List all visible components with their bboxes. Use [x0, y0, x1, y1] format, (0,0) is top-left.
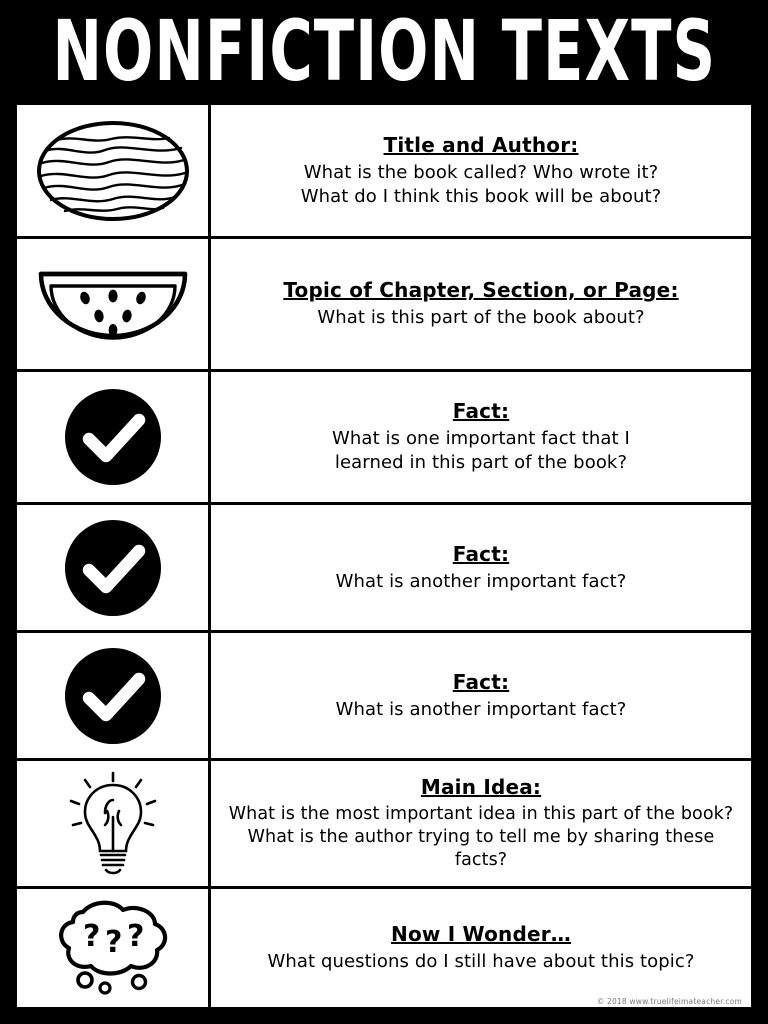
cell-line: learned in this part of the book?	[334, 452, 628, 473]
svg-text:?: ?	[82, 919, 100, 954]
text-cell	[211, 761, 751, 886]
icon-cell	[17, 105, 211, 236]
svg-text:?: ?	[104, 925, 122, 960]
icon-cell	[17, 372, 211, 502]
table-row	[17, 239, 751, 372]
cell-line: What do I think this book will be about?	[300, 185, 662, 207]
text-cell	[211, 633, 751, 758]
text-cell	[211, 889, 751, 1007]
icon-cell	[17, 633, 211, 758]
cell-heading: Fact:	[452, 399, 510, 424]
cell-line: What questions do I still have about this topic?	[267, 951, 695, 973]
icon-cell	[17, 761, 211, 886]
cell-line: What is the book called? Who wrote it?	[303, 161, 659, 183]
table-row	[17, 761, 751, 889]
copyright-footer: © 2018 www.truelifeimateacher.com	[596, 997, 742, 1006]
cell-heading: Fact:	[452, 541, 510, 566]
icon-cell	[17, 239, 211, 369]
text-cell	[211, 505, 751, 630]
checkmark-circle-icon	[63, 387, 163, 487]
text-cell	[211, 239, 751, 369]
cell-heading: Main Idea:	[420, 774, 542, 799]
cell-heading: Fact:	[452, 669, 510, 694]
cell-line: What is the author trying to tell me by sharing these facts?	[247, 826, 715, 871]
thought-bubble-question-icon	[43, 896, 183, 1000]
page-title: NONFICTION TEXTS	[52, 1, 716, 101]
table-row	[17, 105, 751, 239]
icon-cell	[17, 505, 211, 630]
text-cell	[211, 372, 751, 502]
checkmark-circle-icon	[63, 518, 163, 618]
title-banner	[0, 0, 768, 102]
cell-heading: Now I Wonder…	[391, 922, 571, 947]
cell-line: What is this part of the book about?	[317, 307, 645, 329]
cell-line: What is one important fact that I	[332, 428, 630, 450]
cell-line: What is another important fact?	[335, 698, 627, 720]
table-row	[17, 372, 751, 505]
table-row	[17, 505, 751, 633]
cell-heading: Topic of Chapter, Section, or Page:	[283, 278, 679, 303]
cell-line: What is another important fact?	[335, 570, 627, 592]
cell-line: What is the most important idea in this part of the book?	[228, 803, 734, 824]
watermelon-slice-icon	[33, 258, 193, 350]
text-cell	[211, 105, 751, 236]
svg-text:?: ?	[126, 919, 144, 954]
cell-heading: Title and Author:	[383, 132, 579, 157]
nonfiction-chart	[14, 102, 754, 1010]
checkmark-circle-icon	[63, 646, 163, 746]
icon-cell	[17, 889, 211, 1007]
table-row	[17, 633, 751, 761]
melon-whole-icon	[35, 118, 191, 224]
table-row	[17, 889, 751, 1007]
lightbulb-icon	[65, 769, 161, 879]
